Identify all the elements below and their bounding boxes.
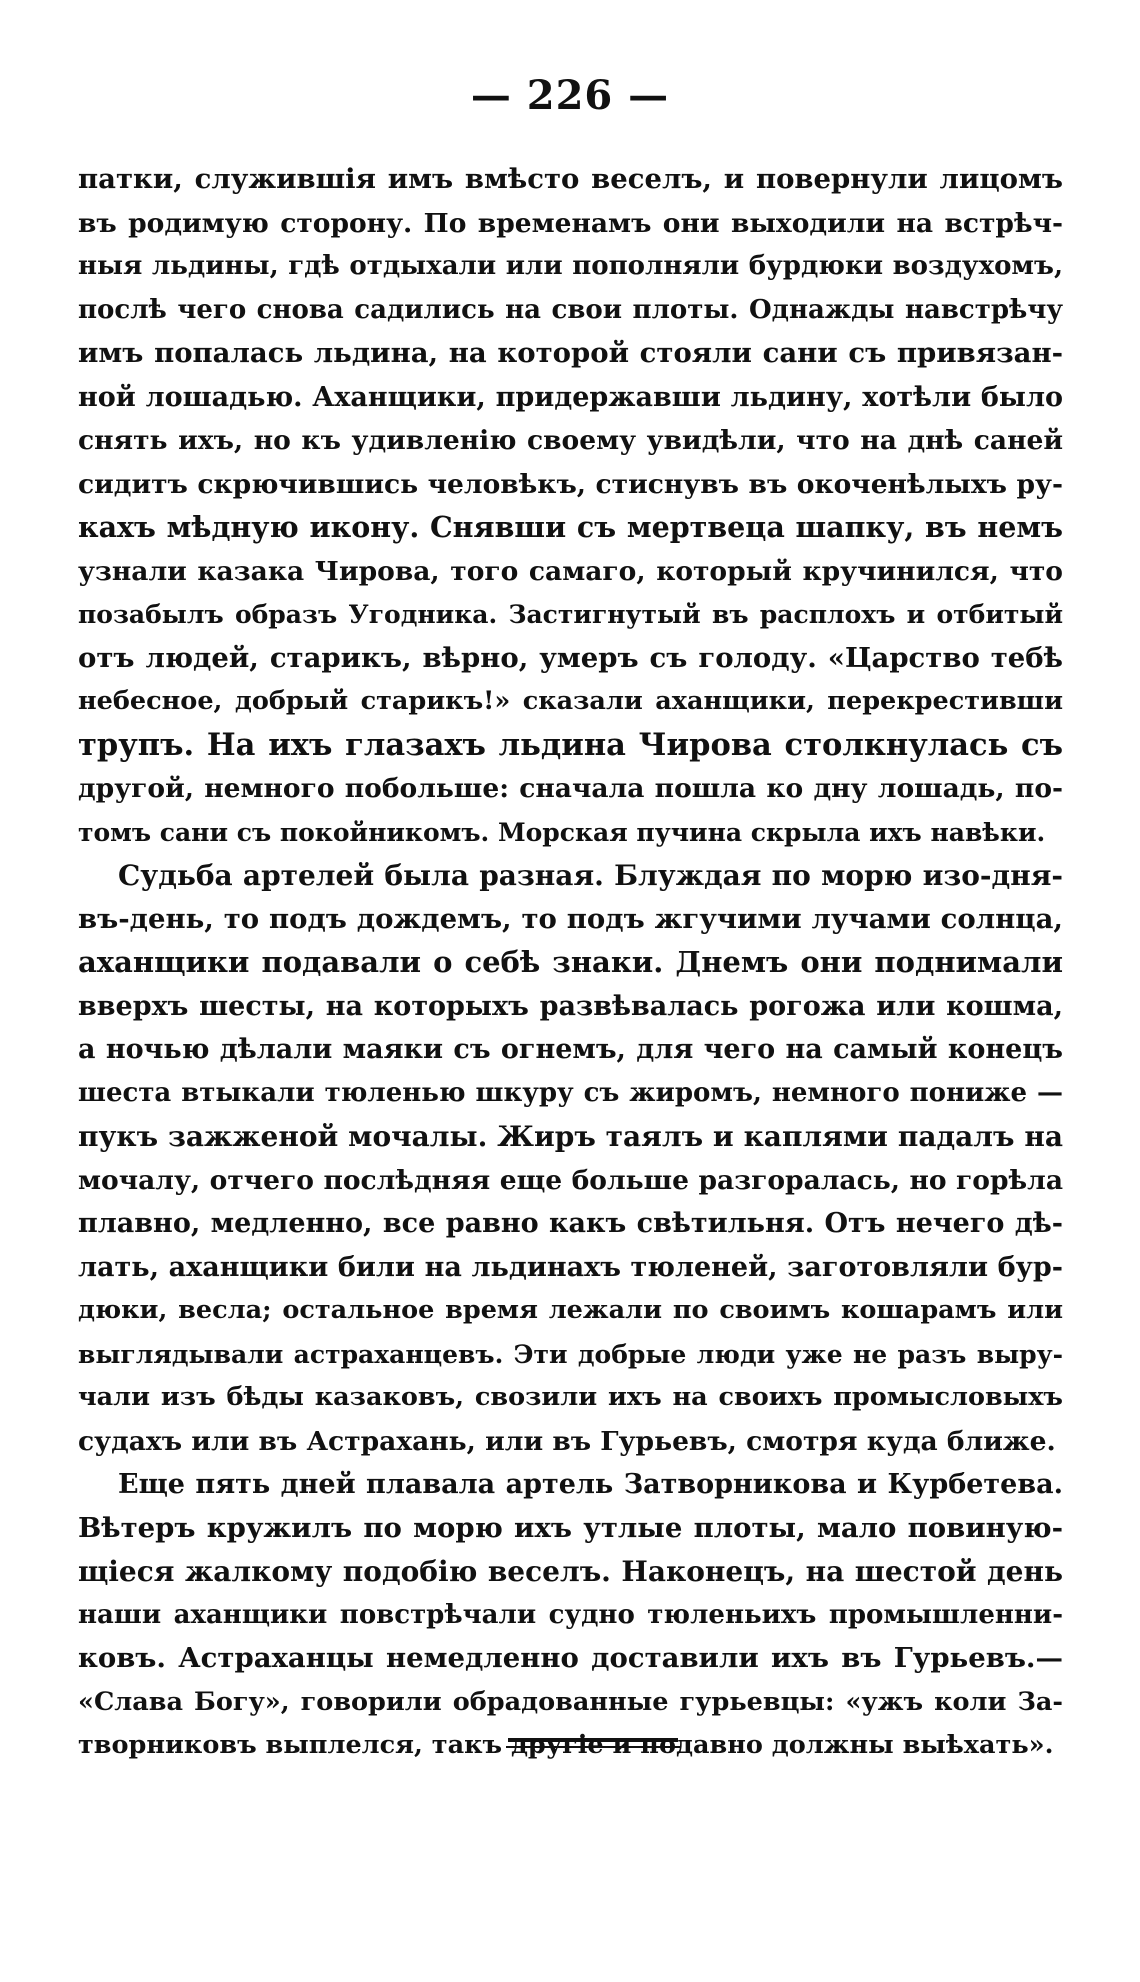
text-line: отъ людей, старикъ, вѣрно, умеръ съ голоду. «Царство тебѣ (78, 641, 1063, 674)
text-line: вверхъ шесты, на которыхъ развѣвалась рогожа или кошма, (78, 990, 1063, 1022)
text-line: лать, аханщики били на льдинахъ тюленей, заготовляли бур- (78, 1251, 1063, 1283)
text-line: дюки, весла; остальное время лежали по своимъ кошарамъ или (78, 1295, 1063, 1325)
text-line: патки, служившія имъ вмѣсто веселъ, и повернули лицомъ (78, 163, 1063, 195)
body-text (78, 158, 1063, 1768)
text-line: позабылъ образъ Угодника. Застигнутый въ расплохъ и отбитый (78, 600, 1063, 629)
text-line: шеста втыкали тюленью шкуру съ жиромъ, немного пониже — (78, 1077, 1063, 1108)
paragraph-start-line: Еще пять дней плавала артель Затворникова и Курбетева. (118, 1469, 1063, 1500)
text-line: снять ихъ, но къ удивленію своему увидѣли, что на днѣ саней (78, 425, 1063, 456)
text-line: плавно, медленно, все равно какъ свѣтильня. Отъ нечего дѣ- (78, 1208, 1063, 1239)
text-line: судахъ или въ Астрахань, или въ Гурьевъ, смотря куда ближе. (78, 1425, 1056, 1457)
text-line: ной лошадью. Аханщики, придержавши льдину, хотѣли было (78, 381, 1063, 413)
text-line: чали изъ бѣды казаковъ, свозили ихъ на своихъ промысловыхъ (78, 1382, 1063, 1412)
text-line: небесное, добрый старикъ!» сказали аханщики, перекрестивши (78, 686, 1063, 716)
text-line: щіеся жалкому подобію веселъ. Наконецъ, на шестой день (78, 1555, 1063, 1588)
text-line: выглядывали астраханцевъ. Эти добрые люди уже не разъ выру- (78, 1339, 1063, 1369)
text-line: наши аханщики повстрѣчали судно тюленьихъ промышленни- (78, 1599, 1063, 1630)
text-line: другой, немного побольше: сначала пошла ко дну лошадь, по- (78, 773, 1063, 804)
text-line: имъ попалась льдина, на которой стояли сани съ привязан- (78, 337, 1063, 369)
text-line: въ-день, то подъ дождемъ, то подъ жгучими лучами солнца, (78, 902, 1063, 935)
paragraph-start-line: Судьба артелей была разная. Блуждая по морю изо-дня- (118, 859, 1063, 892)
text-line: Вѣтеръ кружилъ по морю ихъ утлые плоты, мало повиную- (78, 1511, 1063, 1544)
text-line: сидитъ скрючившись человѣкъ, стиснувъ въ окоченѣлыхъ ру- (78, 468, 1063, 500)
text-line: кахъ мѣдную икону. Снявши съ мертвеца шапку, въ немъ (78, 510, 1063, 544)
text-line: въ родимую сторону. По временамъ они выходили на встрѣч- (78, 207, 1063, 239)
text-line: ковъ. Астраханцы немедленно доставили ихъ въ Гурьевъ.— (78, 1642, 1063, 1674)
text-line: а ночью дѣлали маяки съ огнемъ, для чего на самый конецъ (78, 1034, 1063, 1065)
text-line: мочалу, отчего послѣдняя еще больше разгоралась, но горѣла (78, 1164, 1063, 1196)
text-line: послѣ чего снова садились на свои плоты. Однажды навстрѣчу (78, 294, 1063, 325)
text-line: аханщики подавали о себѣ знаки. Днемъ они поднимали (78, 945, 1063, 979)
text-line: пукъ зажженой мочалы. Жиръ таялъ и каплями падалъ на (78, 1120, 1063, 1153)
text-line: ныя льдины, гдѣ отдыхали или пополняли бурдюки воздухомъ, (78, 251, 1063, 281)
text-line: творниковъ выплелся, такъ другіе и подавно должны выѣхать». (78, 1730, 1054, 1760)
page-number: — 226 — (470, 72, 670, 119)
text-line: томъ сани съ покойникомъ. Морская пучина скрыла ихъ навѣки. (78, 817, 1046, 847)
text-line: трупъ. На ихъ глазахъ льдина Чирова столкнулась съ (78, 726, 1063, 763)
text-line: узнали казака Чирова, того самаго, который кручинился, что (78, 555, 1063, 587)
section-end-rule (508, 1738, 678, 1742)
text-line: «Слава Богу», говорили обрадованные гурьевцы: «ужъ коли За- (78, 1686, 1063, 1717)
